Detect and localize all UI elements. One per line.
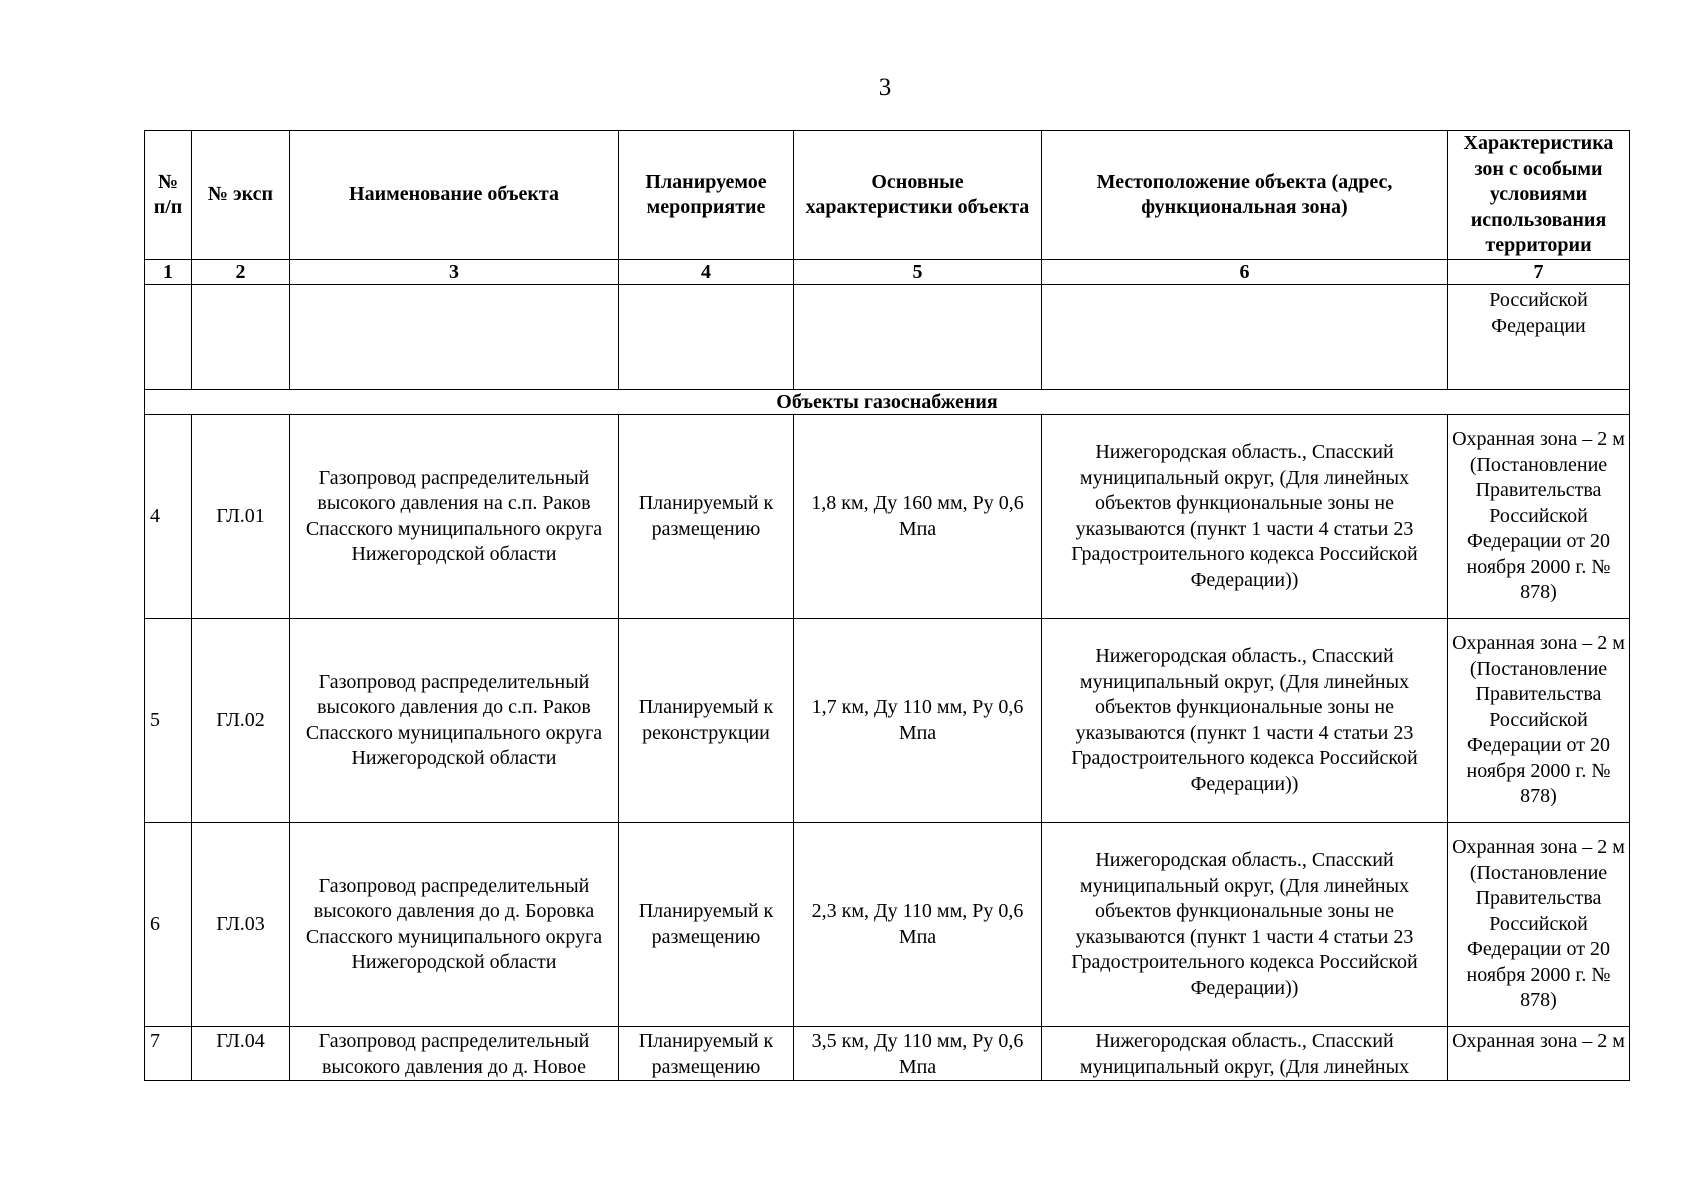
row-specs: 2,3 км, Ду 110 мм, Ру 0,6 Мпа	[794, 823, 1042, 1027]
table-row	[145, 619, 1630, 823]
column-number: 6	[1042, 260, 1448, 285]
row-location: Нижегородская область., Спасский муниципальный округ, (Для линейных объектов функциональные зоны не указываются (пункт 1 части 4 статьи 23 Градостроительного кодекса Российской Федерации))	[1042, 823, 1448, 1027]
row-code: ГЛ.02	[192, 619, 290, 823]
header-cell-code: № эксп	[192, 131, 290, 260]
column-number: 4	[619, 260, 794, 285]
table-cell	[619, 285, 794, 390]
column-number-row	[145, 260, 1630, 285]
column-number: 5	[794, 260, 1042, 285]
section-row	[145, 390, 1630, 415]
header-cell-number: № п/п	[145, 131, 192, 260]
table-cell	[192, 285, 290, 390]
row-name: Газопровод распределительный высокого давления до д. Боровка Спасского муниципального округа Нижегородской области	[290, 823, 619, 1027]
header-row	[145, 131, 1630, 260]
row-specs: 1,7 км, Ду 110 мм, Ру 0,6 Мпа	[794, 619, 1042, 823]
column-number: 2	[192, 260, 290, 285]
row-zone: Охранная зона – 2 м (Постановление Правительства Российской Федерации от 20 ноября 2000 г. № 878)	[1448, 619, 1630, 823]
table-cell	[1042, 285, 1448, 390]
table-cell	[794, 285, 1042, 390]
continuation-zone-cell: Российской Федерации	[1448, 285, 1630, 390]
row-code: ГЛ.03	[192, 823, 290, 1027]
row-number: 6	[145, 823, 192, 1027]
row-location: Нижегородская область., Спасский муниципальный округ, (Для линейных объектов функциональные зоны не указываются (пункт 1 части 4 статьи 23 Градостроительного кодекса Российской Федерации))	[1042, 415, 1448, 619]
row-location: Нижегородская область., Спасский муниципальный округ, (Для линейных	[1042, 1027, 1448, 1081]
row-code: ГЛ.01	[192, 415, 290, 619]
section-title: Объекты газоснабжения	[145, 390, 1630, 415]
row-location: Нижегородская область., Спасский муниципальный округ, (Для линейных объектов функциональные зоны не указываются (пункт 1 части 4 статьи 23 Градостроительного кодекса Российской Федерации))	[1042, 619, 1448, 823]
table-cell	[145, 285, 192, 390]
row-action: Планируемый к размещению	[619, 823, 794, 1027]
column-number: 3	[290, 260, 619, 285]
row-number: 5	[145, 619, 192, 823]
row-zone: Охранная зона – 2 м	[1448, 1027, 1630, 1081]
row-action: Планируемый к размещению	[619, 1027, 794, 1081]
row-name: Газопровод распределительный высокого давления на с.п. Раков Спасского муниципального округа Нижегородской области	[290, 415, 619, 619]
row-specs: 3,5 км, Ду 110 мм, Ру 0,6 Мпа	[794, 1027, 1042, 1081]
row-number: 4	[145, 415, 192, 619]
column-number: 7	[1448, 260, 1630, 285]
row-name: Газопровод распределительный высокого давления до д. Новое	[290, 1027, 619, 1081]
column-number: 1	[145, 260, 192, 285]
table-row	[145, 823, 1630, 1027]
row-zone: Охранная зона – 2 м (Постановление Правительства Российской Федерации от 20 ноября 2000 г. № 878)	[1448, 415, 1630, 619]
header-cell-zone: Характеристика зон с особыми условиями использования территории	[1448, 131, 1630, 260]
row-action: Планируемый к реконструкции	[619, 619, 794, 823]
row-zone: Охранная зона – 2 м (Постановление Правительства Российской Федерации от 20 ноября 2000 г. № 878)	[1448, 823, 1630, 1027]
row-code: ГЛ.04	[192, 1027, 290, 1081]
objects-table	[144, 130, 1630, 1081]
row-number: 7	[145, 1027, 192, 1081]
header-cell-specs: Основные характеристики объекта	[794, 131, 1042, 260]
table-row	[145, 1027, 1630, 1081]
table-cell	[290, 285, 619, 390]
row-action: Планируемый к размещению	[619, 415, 794, 619]
page-number: 3	[878, 74, 892, 101]
header-cell-name: Наименование объекта	[290, 131, 619, 260]
header-cell-action: Планируемое мероприятие	[619, 131, 794, 260]
table-row	[145, 415, 1630, 619]
continuation-row	[145, 285, 1630, 390]
header-cell-location: Местоположение объекта (адрес, функциональная зона)	[1042, 131, 1448, 260]
row-name: Газопровод распределительный высокого давления до с.п. Раков Спасского муниципального округа Нижегородской области	[290, 619, 619, 823]
row-specs: 1,8 км, Ду 160 мм, Ру 0,6 Мпа	[794, 415, 1042, 619]
